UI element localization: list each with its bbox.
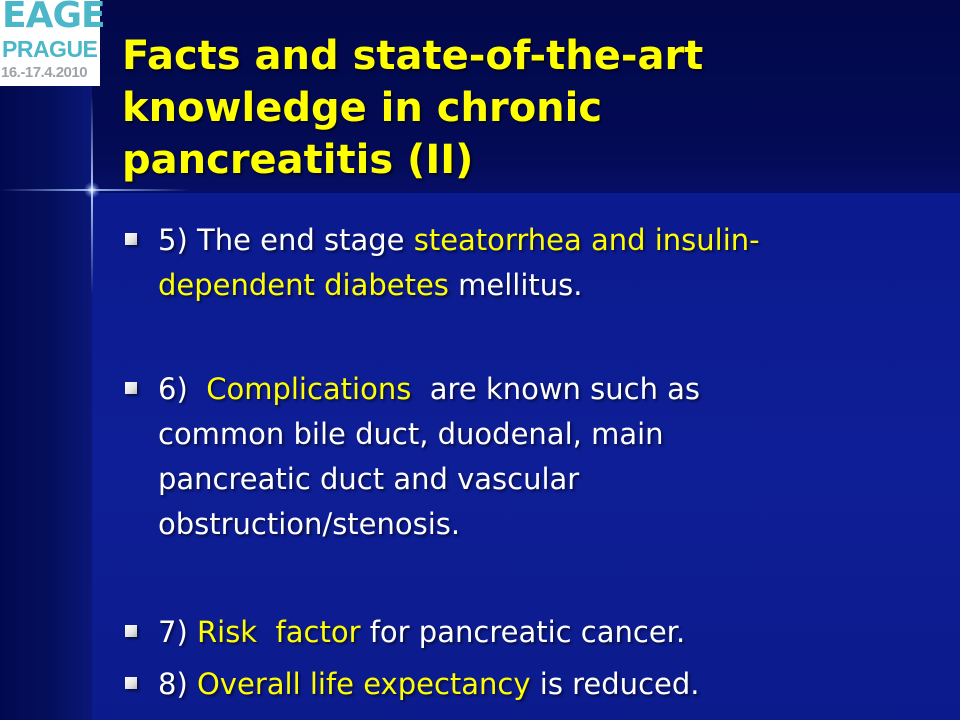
slide-title-line: Facts and state-of-the-art: [122, 33, 704, 79]
bullet-item: [122, 662, 862, 707]
bullet-marker-icon: [125, 625, 137, 637]
bullet-text-segment: are known such as: [411, 372, 701, 406]
slide-title-line: pancreatitis (II): [122, 137, 474, 183]
bullet-highlight: dependent diabetes: [158, 268, 449, 302]
bullet-text-segment: for pancreatic cancer.: [360, 615, 686, 649]
bullet-text-segment: 8): [158, 667, 197, 701]
bullet-text-segment: 7): [158, 615, 197, 649]
bullet-text-segment: 6): [158, 372, 207, 406]
bullet-item: [122, 218, 862, 308]
logo-text-prague: PRAGUE: [2, 36, 98, 62]
bullet-text-segment: 5) The end stage: [158, 223, 414, 257]
bullet-text: [158, 662, 862, 707]
bullet-text-segment: obstruction/stenosis.: [158, 507, 461, 541]
bullet-text: [158, 610, 862, 655]
bullet-text-segment: pancreatic duct and vascular: [158, 462, 580, 496]
logo-text-date: 16.-17.4.2010: [1, 64, 88, 81]
slide-title-line: knowledge in chronic: [122, 85, 603, 131]
bullet-text: [158, 218, 862, 308]
bullet-text-segment: is reduced.: [530, 667, 700, 701]
bullet-text-segment: mellitus.: [448, 268, 583, 302]
bullet-highlight: Complications: [206, 372, 412, 406]
bullet-highlight: Overall life expectancy: [196, 667, 531, 701]
bullet-item: [122, 610, 862, 655]
bullet-marker-icon: [125, 677, 137, 689]
bullet-marker-icon: [125, 233, 137, 245]
logo-text-eage: EAGE: [2, 0, 105, 36]
bullet-marker-icon: [125, 382, 137, 394]
bullet-item: [122, 367, 862, 547]
bullet-text-segment: common bile duct, duodenal, main: [158, 417, 664, 451]
bullet-text: [158, 367, 862, 547]
bullet-highlight: steatorrhea and insulin-: [413, 223, 760, 257]
bullet-highlight: Risk factor: [196, 615, 361, 649]
